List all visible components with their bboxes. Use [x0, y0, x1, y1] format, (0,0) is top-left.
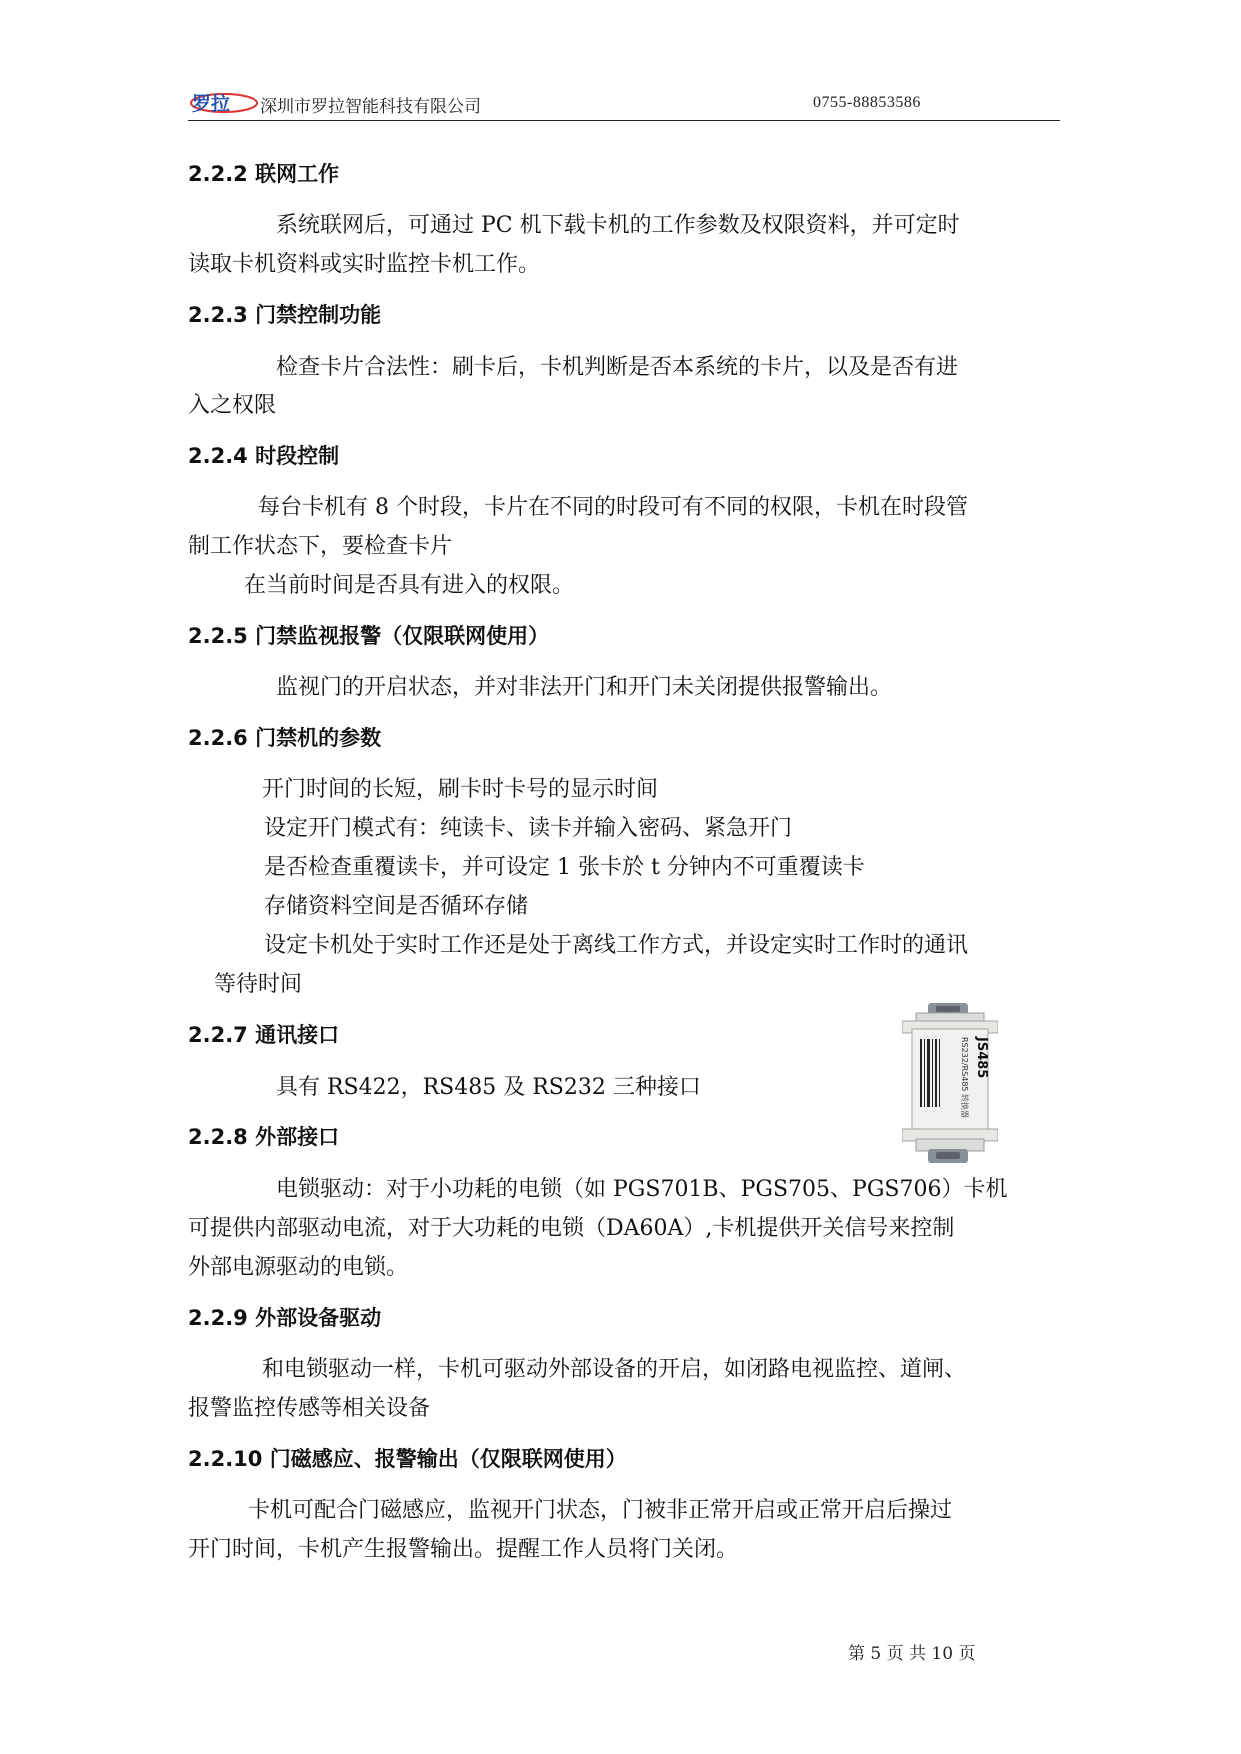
- paragraph-line: 系统联网后，可通过 PC 机下载卡机的工作参数及权限资料，并可定时: [276, 213, 960, 238]
- paragraph-line: 是否检查重覆读卡，并可设定 1 张卡於 t 分钟内不可重覆读卡: [264, 855, 865, 880]
- device-label-sub: RS232/RS485 转换器: [960, 1037, 969, 1119]
- paragraph-line: 和电锁驱动一样，卡机可驱动外部设备的开启，如闭路电视监控、道闸、: [262, 1357, 967, 1382]
- paragraph-line: 可提供内部驱动电流，对于大功耗的电锁（DA60A）,卡机提供开关信号来控制: [188, 1216, 955, 1241]
- section-heading: 2.2.3 门禁控制功能: [188, 303, 382, 327]
- paragraph-line: 在当前时间是否具有进入的权限。: [244, 573, 575, 598]
- paragraph-line: 存储资料空间是否循环存储: [264, 894, 529, 919]
- page-number: 第 5 页 共 10 页: [848, 1644, 976, 1664]
- page-header: [188, 88, 1060, 121]
- paragraph-line: 制工作状态下，要检查卡片: [188, 534, 453, 559]
- paragraph-line: 检查卡片合法性：刷卡后，卡机判断是否本系统的卡片，以及是否有进: [276, 355, 959, 380]
- company-phone: 0755-88853586: [813, 94, 921, 111]
- section-heading: 2.2.9 外部设备驱动: [188, 1306, 382, 1330]
- paragraph-line: 卡机可配合门磁感应，监视开门状态，门被非正常开启或正常开启后操过: [248, 1498, 953, 1523]
- company-logo: [188, 90, 258, 116]
- paragraph-line: 设定卡机处于实时工作还是处于离线工作方式，并设定实时工作时的通讯: [264, 933, 969, 958]
- paragraph-line: 每台卡机有 8 个时段，卡片在不同的时段可有不同的权限，卡机在时段管: [258, 495, 968, 520]
- section-heading: 2.2.2 联网工作: [188, 162, 340, 186]
- section-heading: 2.2.5 门禁监视报警（仅限联网使用）: [188, 624, 550, 648]
- section-heading: 2.2.8 外部接口: [188, 1125, 340, 1149]
- section-heading: 2.2.10 门磁感应、报警输出（仅限联网使用）: [188, 1447, 627, 1471]
- company-name: 深圳市罗拉智能科技有限公司: [260, 97, 481, 117]
- paragraph-line: 读取卡机资料或实时监控卡机工作。: [188, 252, 541, 277]
- paragraph-line: 外部电源驱动的电锁。: [188, 1255, 409, 1280]
- paragraph-line: 具有 RS422，RS485 及 RS232 三种接口: [276, 1075, 701, 1100]
- paragraph-line: 电锁驱动：对于小功耗的电锁（如 PGS701B、PGS705、PGS706）卡机: [276, 1177, 1008, 1202]
- paragraph-line: 等待时间: [214, 972, 303, 997]
- paragraph-line: 监视门的开启状态，并对非法开门和开门未关闭提供报警输出。: [276, 675, 893, 700]
- section-heading: 2.2.6 门禁机的参数: [188, 726, 382, 750]
- rs485-converter-image: [902, 1003, 998, 1163]
- paragraph-line: 入之权限: [188, 393, 277, 418]
- section-heading: 2.2.4 时段控制: [188, 444, 340, 468]
- logo-text: 罗拉: [192, 93, 231, 115]
- paragraph-line: 设定开门模式有：纯读卡、读卡并输入密码、紧急开门: [264, 816, 793, 841]
- section-heading: 2.2.7 通讯接口: [188, 1023, 340, 1047]
- paragraph-line: 开门时间的长短，刷卡时卡号的显示时间: [262, 777, 659, 802]
- paragraph-line: 报警监控传感等相关设备: [188, 1396, 431, 1421]
- paragraph-line: 开门时间，卡机产生报警输出。提醒工作人员将门关闭。: [188, 1537, 739, 1562]
- device-label-main: JS485: [974, 1037, 989, 1079]
